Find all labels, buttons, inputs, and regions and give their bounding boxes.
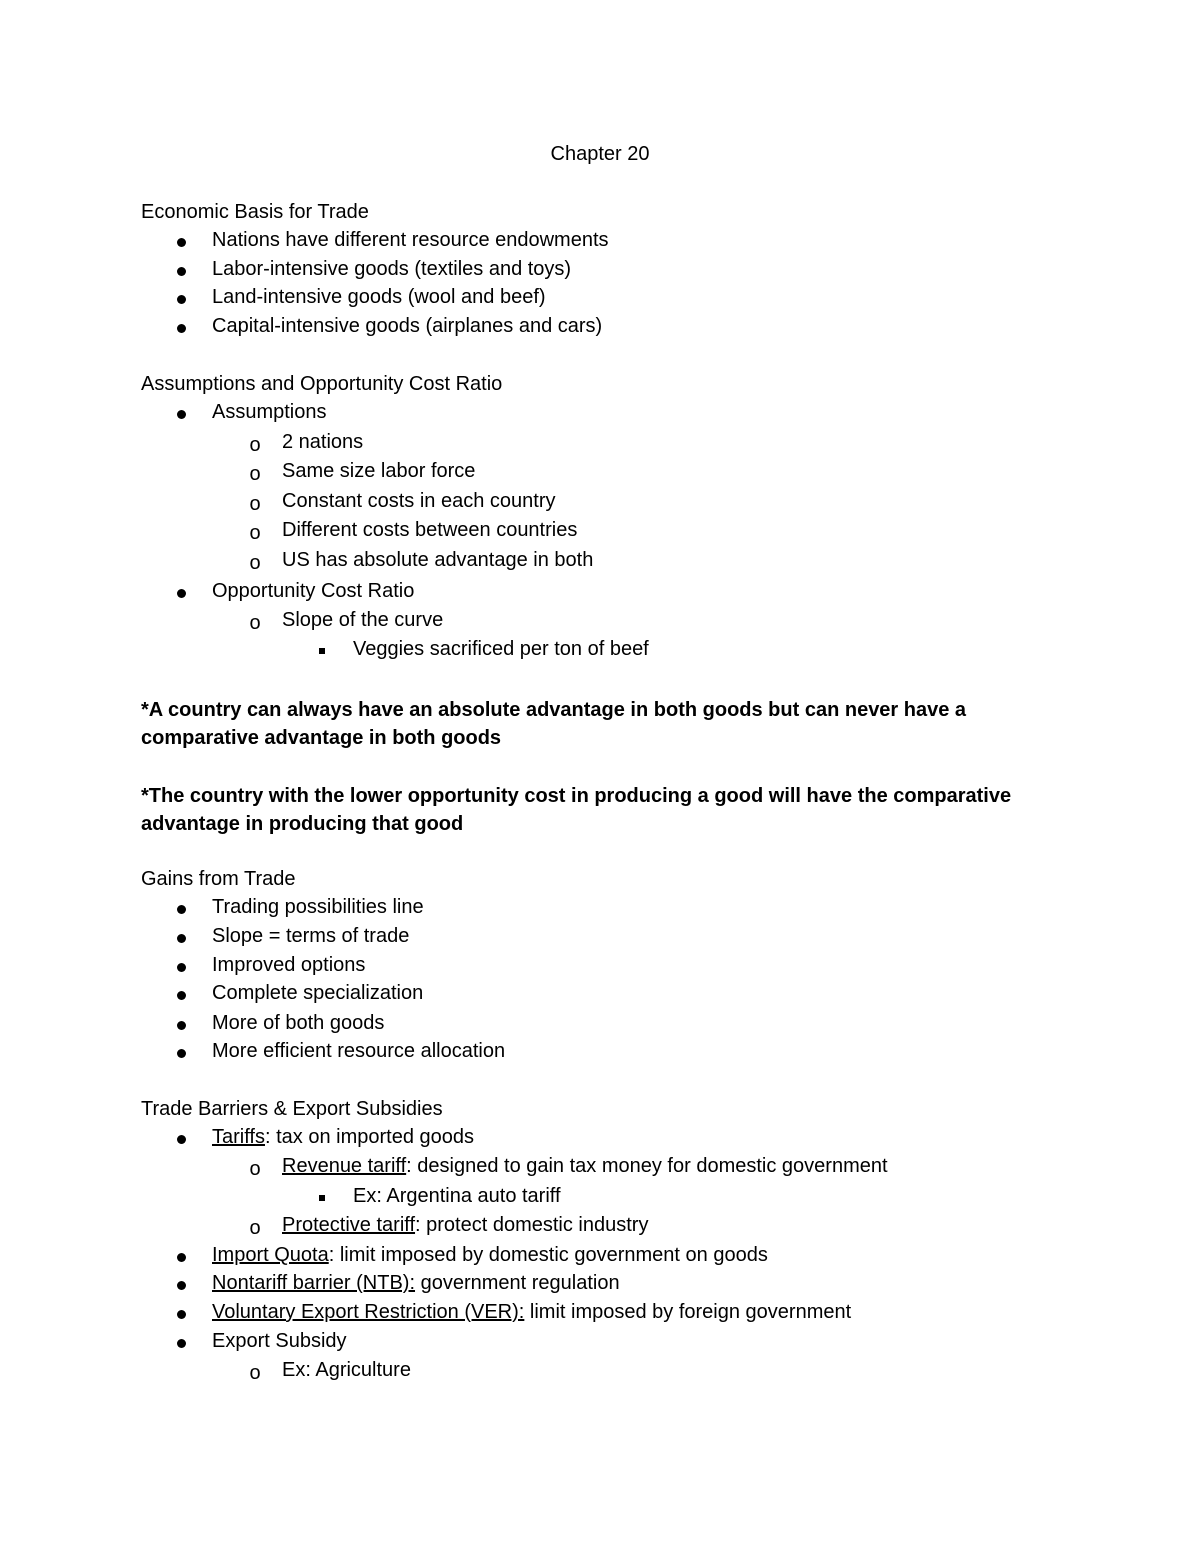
section-heading-gains: Gains from Trade (141, 868, 296, 890)
term: Import Quota (212, 1244, 329, 1266)
circle-bullet-icon: o (249, 1158, 261, 1180)
page-title: Chapter 20 (550, 143, 650, 165)
circle-bullet-icon: o (249, 1217, 261, 1239)
circle-bullet-icon: o (249, 493, 261, 515)
document-page: Chapter 20 Economic Basis for Trade Nations have different resource endowments Labor-intensive goods (textiles and toys) Land-intensive goods (wool and beef) Capital-intensive goods (airplanes and cars) Assumptions and Opportunity Cost Ratio Assumptions o 2 nations o Same size labor force o Constant costs in each country o Different costs between countries o US has absolute advantage in both Opportunity Cost Ratio o Slope of the curve Veggies sacrificed per ton of beef *A country can always have an absolute advantage in both goods but can never have a comparative advantage in both goods *The country with the lower opportunity cost in producing a good will have the comparative advantage in producing that good Gains from Trade Trading possibilities line Slope = terms of trade Improved options Complete specialization More of both goods More efficient resource allocation Trade Barriers & Export Subsidies Tariffs: tax on imported goods o Revenue tariff: designed to gain tax money for domestic government Ex: Argentina auto tariff o Protective tariff: protect domestic industry Import Quota: limit imposed by domestic government on goods Nontariff barrier (NTB): government regulation Voluntary Export Restriction (VER): limit imposed by foreign government Export Subsidy o Ex: Agriculture (0, 0, 1200, 1553)
circle-bullet-icon: o (249, 463, 261, 485)
circle-bullet-icon: o (249, 552, 261, 574)
term: Tariffs (212, 1126, 265, 1148)
circle-bullet-icon: o (249, 612, 261, 634)
term: Protective tariff (282, 1214, 416, 1236)
section-heading-assumptions: Assumptions and Opportunity Cost Ratio (141, 373, 503, 395)
circle-bullet-icon: o (249, 434, 261, 456)
section-heading-barriers: Trade Barriers & Export Subsidies (141, 1098, 443, 1120)
circle-bullet-icon: o (249, 522, 261, 544)
term: Nontariff barrier (NTB): (212, 1272, 416, 1294)
section-heading-basis: Economic Basis for Trade (141, 201, 369, 223)
term: Revenue tariff (282, 1155, 407, 1177)
note-paragraph: *The country with the lower opportunity cost in producing a good will have the comparative advantage in producing that good (141, 785, 1012, 835)
circle-bullet-icon: o (249, 1362, 261, 1384)
note-paragraph: *A country can always have an absolute advantage in both goods but can never have a comparative advantage in both goods (141, 699, 967, 749)
term: Voluntary Export Restriction (VER): (212, 1301, 525, 1323)
